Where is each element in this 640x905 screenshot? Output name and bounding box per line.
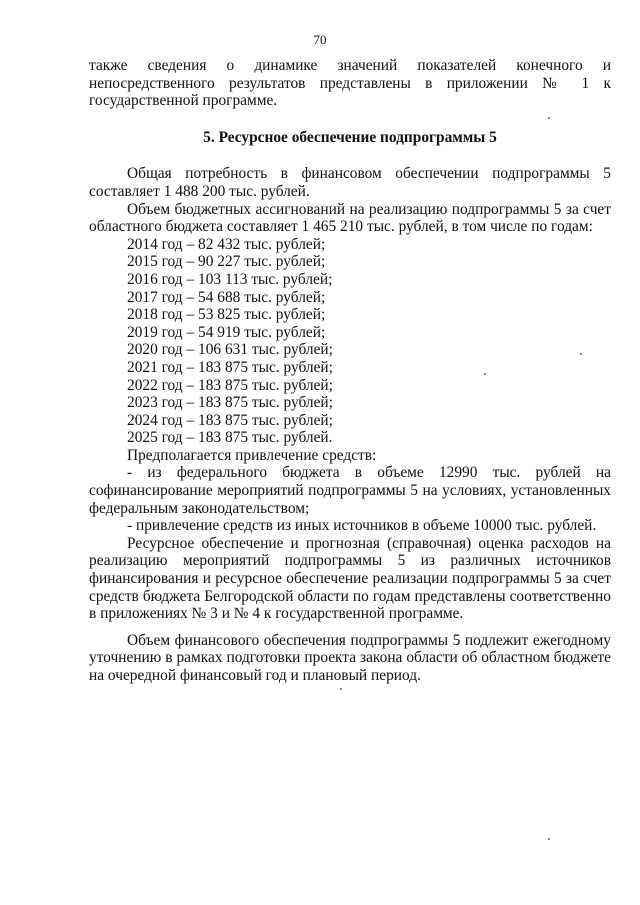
year-item: 2015 год – 90 227 тыс. рублей; [127,253,326,271]
year-item: 2014 год – 82 432 тыс. рублей; [127,235,326,253]
year-list [89,236,611,447]
year-item: 2025 год – 183 875 тыс. рублей. [127,429,333,447]
federal-bullet: - из федерального бюджета в объеме 12990 тыс. рублей на софинансирование мероприятий подпрограммы 5 на условиях, установленных федеральным законодательством; [89,464,611,517]
scan-speck [340,688,342,690]
budget-allocation-paragraph: Объем бюджетных ассигнований на реализацию подпрограммы 5 за счет областного бюджета составляет 1 465 210 тыс. рублей, в том числе по годам: [89,200,611,236]
attraction-paragraph: Предполагается привлечение средств: [127,446,377,464]
other-sources-bullet: - привлечение средств из иных источников в объеме 10000 тыс. рублей. [127,517,597,535]
year-item: 2020 год – 106 631 тыс. рублей; [127,341,333,359]
year-item: 2023 год – 183 875 тыс. рублей; [127,394,333,412]
intro-paragraph: также сведения о динамике значений показателей конечного и непосредственного результатов представлены в приложении № 1 к государственной программе. [89,57,611,110]
year-item: 2016 год – 103 113 тыс. рублей; [127,270,333,288]
total-need-paragraph: Общая потребность в финансовом обеспечении подпрограммы 5 составляет 1 488 200 тыс. рублей. [89,165,611,200]
section-heading: 5. Ресурсное обеспечение подпрограммы 5 [203,128,497,146]
year-item: 2019 год – 54 919 тыс. рублей; [127,323,326,341]
scan-speck [580,353,582,355]
year-item: 2017 год – 54 688 тыс. рублей; [127,288,326,306]
scan-speck [548,838,550,840]
scan-speck [484,373,486,375]
year-item: 2021 год – 183 875 тыс. рублей; [127,358,333,376]
scan-speck [548,117,550,119]
final-paragraph: Объем финансового обеспечения подпрограммы 5 подлежит ежегодному уточнению в рамках подготовки проекта закона области об областном бюджете на очередной финансовый год и плановый период. [89,631,611,684]
resource-paragraph: Ресурсное обеспечение и прогнозная (справочная) оценка расходов на реализацию мероприятий подпрограммы 5 из различных источников финансирования и ресурсное обеспечение реализации подпрограммы 5 за счет средств бюджета Белгородской области по годам представлены соответственно в приложениях № 3 и № 4 к государственной программе. [89,534,611,623]
page-content [89,57,611,685]
paragraph-gap [89,623,611,632]
page-number: 70 [313,32,327,47]
year-item: 2024 год – 183 875 тыс. рублей; [127,411,333,429]
year-item: 2018 год – 53 825 тыс. рублей; [127,306,326,324]
year-item: 2022 год – 183 875 тыс. рублей; [127,376,333,394]
